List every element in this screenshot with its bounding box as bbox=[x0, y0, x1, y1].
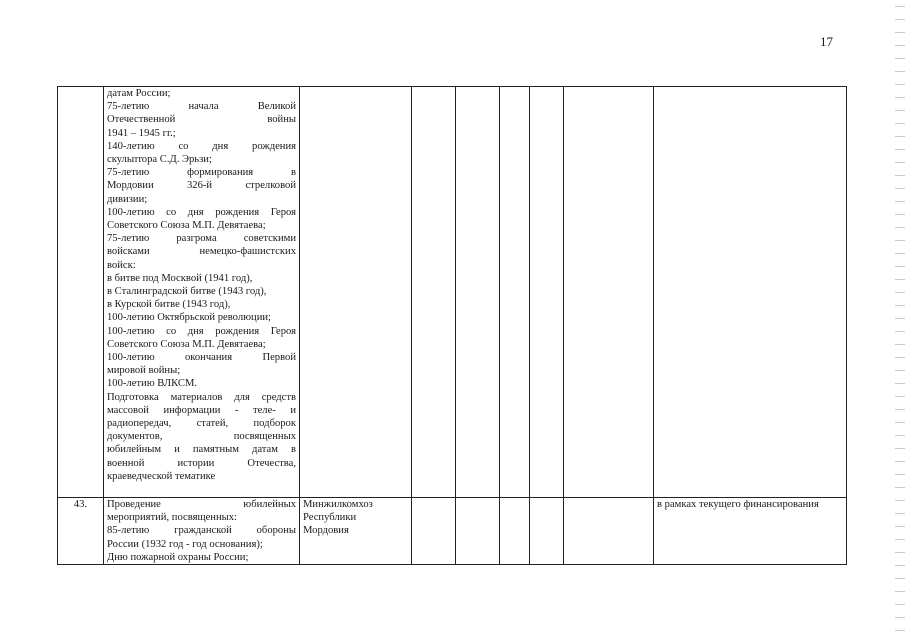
empty-cell bbox=[456, 498, 500, 565]
empty-cell bbox=[412, 498, 456, 565]
text-line: дивизии; bbox=[107, 193, 148, 205]
text-line: 140-летию со дня рождения bbox=[107, 140, 296, 152]
text-line: 85-летию гражданской обороны bbox=[107, 525, 296, 537]
text-line: в Курской битве (1943 год), bbox=[107, 299, 231, 311]
text-line: войск: bbox=[107, 259, 136, 271]
text-line: в Сталинградской битве (1943 год), bbox=[107, 286, 267, 298]
page-number: 17 bbox=[820, 34, 833, 49]
text-line: 75-летию начала Великой bbox=[107, 101, 296, 113]
responsible-org bbox=[300, 498, 412, 565]
text-line: Мордовии 326-й стрелковой bbox=[107, 180, 296, 192]
text-line: Подготовка материалов для средств bbox=[107, 391, 296, 403]
text-line: Отечественной войны bbox=[107, 114, 296, 126]
text-line: военной истории Отечества, bbox=[107, 457, 296, 469]
org-line: Минжилкомхоз bbox=[303, 499, 373, 510]
empty-cell bbox=[412, 87, 456, 498]
table-row bbox=[58, 498, 847, 565]
text-line: 100-летию ВЛКСМ. bbox=[107, 378, 198, 390]
text-line: Советского Союза М.П. Девятаева; bbox=[107, 338, 266, 350]
text-line: мировой войны; bbox=[107, 365, 181, 377]
org-line: Мордовия bbox=[303, 525, 349, 537]
text-line: войсками немецко-фашистских bbox=[107, 246, 296, 258]
empty-cell bbox=[456, 87, 500, 498]
financing-source: в рамках текущего финансирования bbox=[654, 498, 847, 565]
text-line: 100-летию со дня рождения Героя bbox=[107, 325, 296, 337]
text-line: массовой информации - теле- и bbox=[107, 404, 296, 416]
text-line: России (1932 год - год основания); bbox=[107, 538, 263, 550]
org-line: Республики bbox=[303, 512, 357, 524]
text-line: 1941 – 1945 гг.; bbox=[107, 127, 176, 139]
text-line: скульптора С.Д. Эрьзи; bbox=[107, 154, 212, 166]
table-row bbox=[58, 87, 847, 498]
scan-edge-artifact bbox=[895, 0, 905, 640]
text-line: 75-летию разгрома советскими bbox=[107, 233, 296, 245]
empty-cell bbox=[530, 87, 564, 498]
row-number bbox=[58, 87, 104, 498]
text-line: краеведческой тематике bbox=[107, 470, 216, 482]
text-line: Проведение юбилейных bbox=[107, 499, 296, 510]
empty-cell bbox=[564, 498, 654, 565]
text-line: 100-летию со дня рождения Героя bbox=[107, 206, 296, 218]
financing-source bbox=[654, 87, 847, 498]
text-line: мероприятий, посвященных: bbox=[107, 512, 237, 524]
empty-cell bbox=[500, 498, 530, 565]
text-line: Советского Союза М.П. Девятаева; bbox=[107, 220, 266, 232]
event-description bbox=[104, 498, 300, 565]
text-line: радиопередач, статей, подборок bbox=[107, 418, 296, 430]
plan-table bbox=[57, 86, 847, 565]
empty-cell bbox=[530, 498, 564, 565]
text-line: документов, посвященных bbox=[107, 431, 296, 443]
empty-cell bbox=[500, 87, 530, 498]
empty-cell bbox=[564, 87, 654, 498]
text-line: датам России; bbox=[107, 88, 171, 99]
text-line: 75-летию формирования в bbox=[107, 167, 296, 179]
text-line: юбилейным и памятным датам в bbox=[107, 444, 296, 456]
text-line: 100-летию окончания Первой bbox=[107, 352, 296, 364]
text-line: 100-летию Октябрьской революции; bbox=[107, 312, 271, 324]
text-line: в битве под Москвой (1941 год), bbox=[107, 272, 253, 284]
row-number: 43. bbox=[58, 498, 104, 565]
responsible-org bbox=[300, 87, 412, 498]
text-line: Дню пожарной охраны России; bbox=[107, 551, 249, 563]
event-description bbox=[104, 87, 300, 498]
